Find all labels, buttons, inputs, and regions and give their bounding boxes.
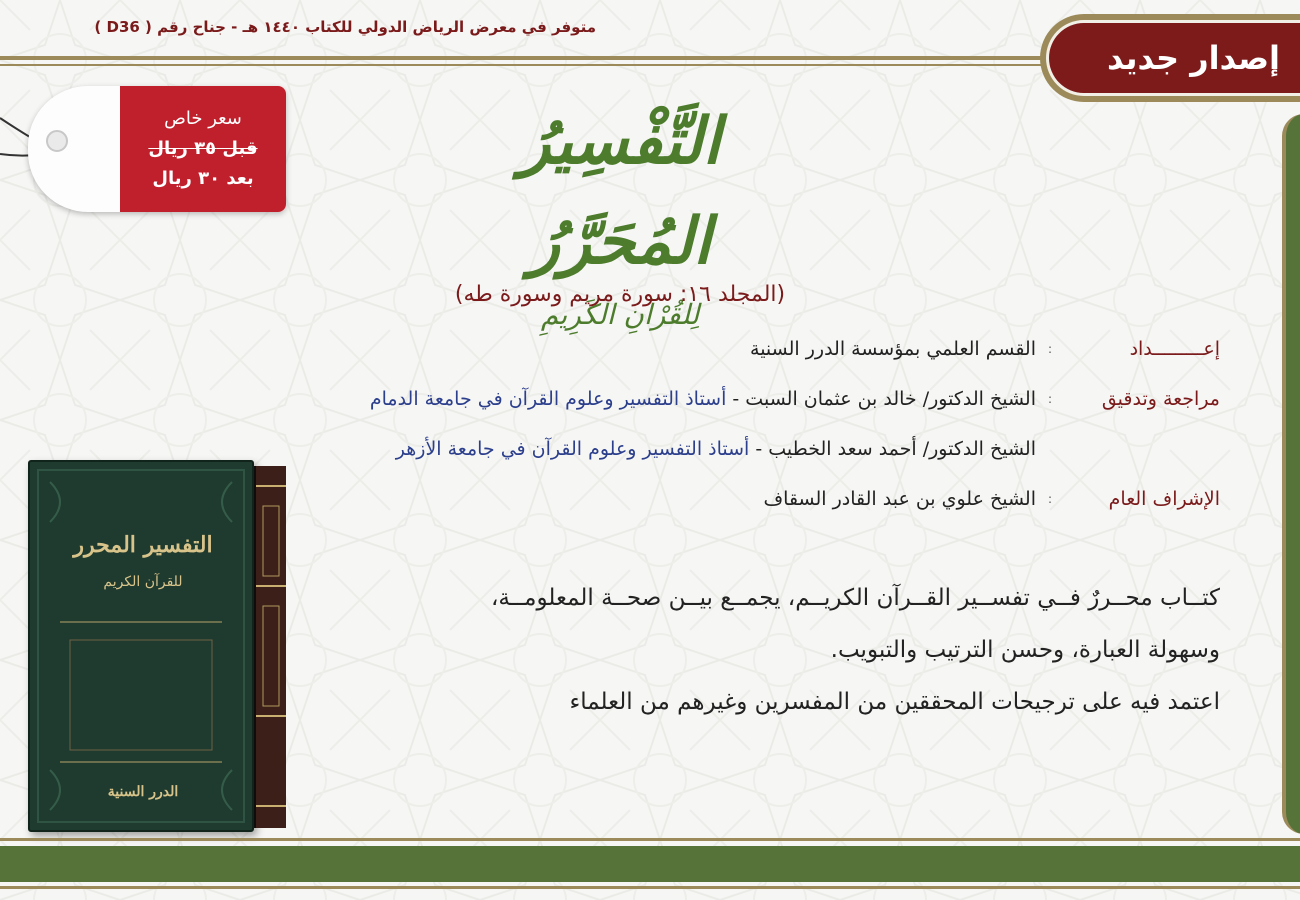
spine-ornament	[256, 466, 286, 828]
cover-ornament	[30, 462, 252, 830]
credit-row-review-2	[150, 438, 1220, 488]
description-line-1: كتــاب محــررٌ فــي تفســير القــرآن الكريــم، يجمــع بيــن صحــة المعلومــة،	[490, 585, 1220, 611]
bottom-divider-bottom	[0, 886, 1300, 889]
colon: :	[1047, 392, 1053, 406]
book-description	[360, 572, 1220, 728]
reviewer-1-role: أستاذ التفسير وعلوم القرآن في جامعة الدمام	[369, 388, 727, 410]
old-price: قبل ٣٥ ريال	[148, 138, 258, 159]
supervision-label: الإشراف العام	[1108, 488, 1220, 510]
colon: :	[1047, 342, 1053, 356]
cover-subtitle: للقرآن الكريم	[103, 574, 183, 590]
top-divider-thin	[0, 64, 1045, 66]
preparation-label: إعـــــــــداد	[1129, 338, 1220, 360]
book-subtitle: لِلقُرْآنِ الكَرِيمِ	[540, 298, 700, 331]
exhibition-notice: متوفر في معرض الرياض الدولي للكتاب ١٤٤٠ هـ - جناح رقم ( D36 )	[94, 18, 596, 36]
cover-publisher: الدرر السنية	[107, 784, 179, 800]
special-price-label: سعر خاص	[164, 108, 242, 129]
reviewer-1	[370, 388, 1040, 410]
description-line-3: اعتمد فيه على ترجيحات المحققين من المفسرين وغيرهم من العلماء	[569, 689, 1220, 715]
price-tag-body	[28, 86, 286, 212]
preparation-value: القسم العلمي بمؤسسة الدرر السنية	[750, 338, 1036, 360]
new-release-label: إصدار جديد	[1107, 39, 1280, 77]
cover-title: التفسير المحرر	[73, 532, 213, 558]
price-tag	[0, 78, 300, 218]
credit-row-supervision	[150, 488, 1220, 538]
reviewer-2-name: الشيخ الدكتور/ أحمد سعد الخطيب -	[749, 438, 1036, 460]
new-price: بعد ٣٠ ريال	[152, 168, 254, 189]
top-divider	[0, 56, 1045, 60]
new-release-badge	[1040, 14, 1300, 102]
credit-row-preparation	[150, 338, 1220, 388]
review-label: مراجعة وتدقيق	[1101, 388, 1220, 410]
reviewer-2-role: أستاذ التفسير وعلوم القرآن في جامعة الأزهر	[395, 438, 750, 460]
bottom-band	[0, 846, 1300, 882]
book-front-cover	[28, 460, 254, 832]
credit-row-review	[150, 388, 1220, 438]
colon: :	[1047, 492, 1053, 506]
reviewer-1-name: الشيخ الدكتور/ خالد بن عثمان السبت -	[726, 388, 1036, 410]
supervision-value: الشيخ علوي بن عبد القادر السقاف	[763, 488, 1036, 510]
tag-hole	[46, 130, 68, 152]
bottom-divider-top	[0, 838, 1300, 841]
book-spine	[254, 466, 286, 828]
spacer	[1040, 438, 1060, 442]
new-release-badge-inner	[1046, 20, 1300, 96]
description-line-2: وسهولة العبارة، وحسن الترتيب والتبويب.	[830, 637, 1220, 663]
reviewer-2	[396, 438, 1040, 460]
volume-info: (المجلد ١٦: سورة مريم وسورة طه)	[454, 282, 786, 307]
book-cover-image	[28, 460, 286, 832]
price-tag-red-panel	[120, 86, 286, 212]
credits-section	[150, 338, 1220, 538]
book-main-title: التَّفْسِيرُ المُحَرَّرُ	[519, 104, 721, 279]
side-panel	[1282, 114, 1300, 834]
